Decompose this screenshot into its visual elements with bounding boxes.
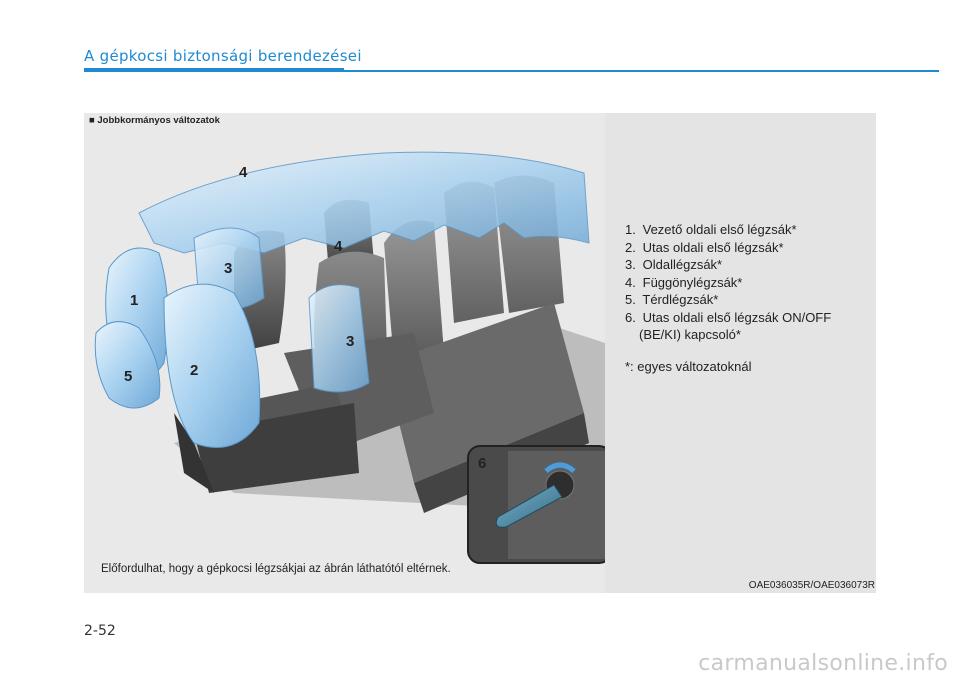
header-rule bbox=[344, 70, 939, 72]
legend-item-5: 5. Térdlégzsák* bbox=[625, 292, 719, 307]
callout-3: 3 bbox=[346, 333, 355, 350]
header-rule-accent bbox=[84, 68, 344, 72]
legend-item-4: 4. Függönylégzsák* bbox=[625, 274, 743, 290]
callout-6: 6 bbox=[478, 455, 487, 472]
legend-item-6-continuation: (BE/KI) kapcsoló* bbox=[639, 327, 741, 342]
airbag-illustration bbox=[84, 113, 605, 593]
variant-label: ■ Jobbkormányos változatok bbox=[89, 115, 220, 126]
figure-caption: Előfordulhat, hogy a gépkocsi légzsákjai az ábrán láthatótól eltérnek. bbox=[101, 563, 451, 575]
watermark: carmanualsonline.info bbox=[698, 651, 948, 676]
legend-item-2: 2. Utas oldali első légzsák* bbox=[625, 239, 784, 255]
switch-inset bbox=[468, 446, 605, 563]
callout-5: 5 bbox=[124, 368, 133, 385]
section-title: A gépkocsi biztonsági berendezései bbox=[84, 47, 362, 65]
side-airbag-passenger bbox=[309, 285, 369, 392]
legend-item-6: 6. Utas oldali első légzsák ON/OFF bbox=[625, 309, 832, 325]
legend-item-3: 3. Oldallégzsák* bbox=[625, 257, 723, 272]
airbag-legend bbox=[625, 221, 875, 375]
callout-4: 4 bbox=[334, 238, 343, 255]
legend-item-1: 1. Vezető oldali első légzsák* bbox=[625, 222, 797, 237]
callout-2: 2 bbox=[190, 362, 199, 379]
legend-note: *: egyes változatoknál bbox=[625, 358, 752, 374]
callout-3: 3 bbox=[224, 260, 233, 277]
image-code: OAE036035R/OAE036073R bbox=[748, 580, 875, 591]
page-number: 2-52 bbox=[84, 623, 116, 639]
callout-4: 4 bbox=[239, 164, 248, 181]
callout-1: 1 bbox=[130, 292, 139, 309]
airbag-figure bbox=[84, 113, 876, 593]
